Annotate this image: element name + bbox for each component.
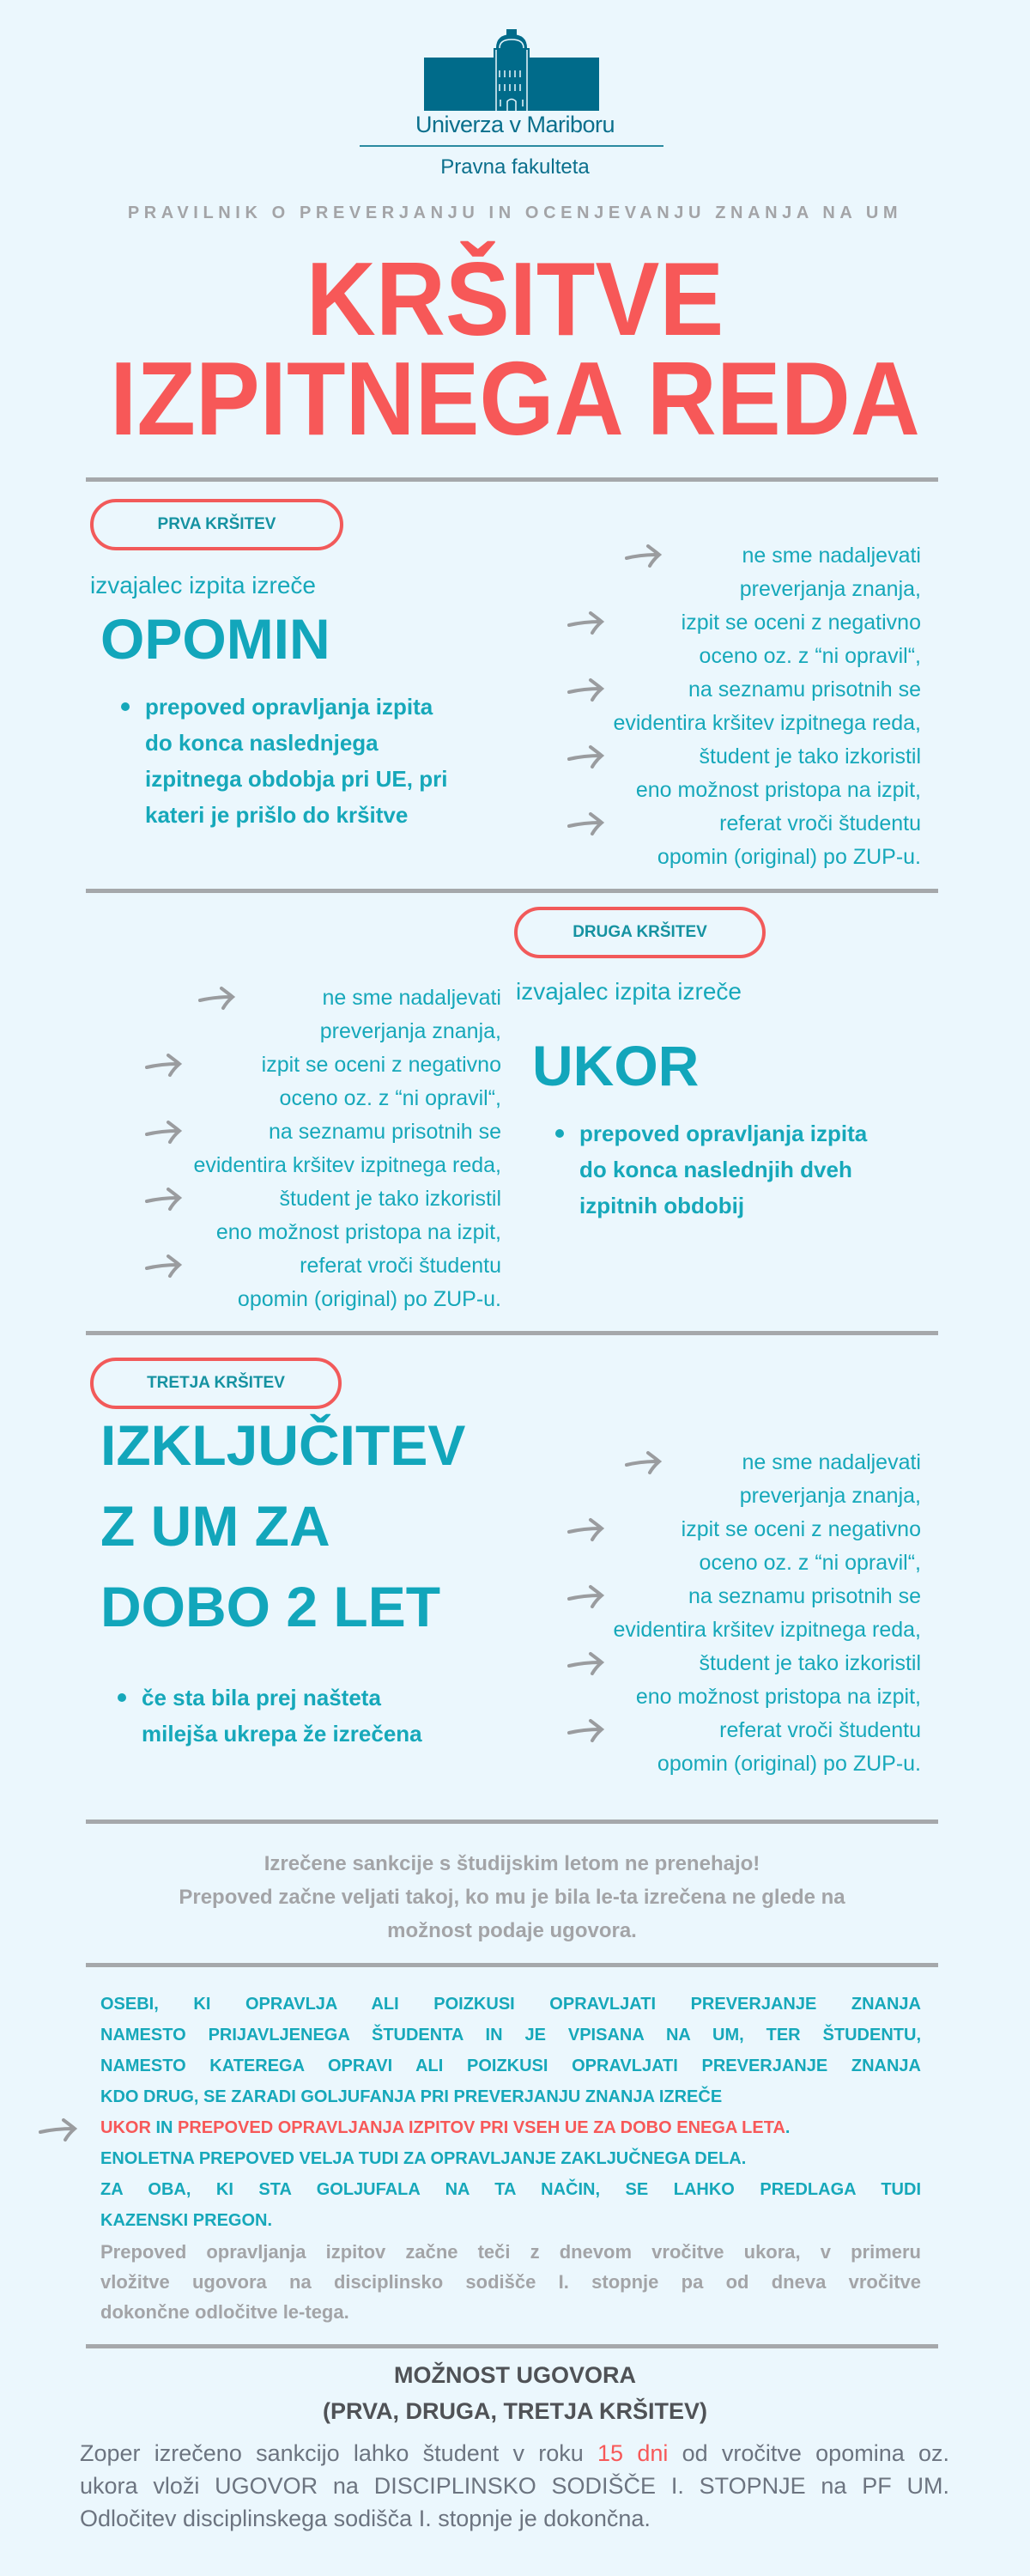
arrow-icon (566, 811, 606, 836)
consequences-list (509, 539, 921, 874)
faculty-name: Pravna fakulteta (440, 155, 590, 179)
consequence-line: referat vroči študentu (719, 1718, 921, 1742)
arrow-icon (144, 1186, 184, 1212)
badge-label: DRUGA KRŠITEV (573, 923, 707, 941)
consequence-line: ne sme nadaljevati (742, 544, 921, 568)
arrow-icon (624, 543, 663, 568)
consequence-line: preverjanja znanja, (739, 577, 921, 601)
divider (86, 2344, 938, 2348)
badge-first-violation (90, 499, 343, 550)
consequence-line: študent je tako izkoristil (699, 744, 921, 769)
divider (86, 1963, 938, 1967)
divider (86, 477, 938, 482)
title-line-2: IZPITNEGA REDA (110, 340, 920, 457)
consequence-line: evidentira kršitev izpitnega reda, (613, 1618, 921, 1642)
consequence-line: izpit se oceni z negativno (261, 1053, 501, 1077)
consequence-line: eno možnost pristopa na izpit, (635, 1685, 921, 1709)
bullet-item: prepoved opravljanja izpita do konca naslednjega izpitnega obdobja pri UE, pri kateri je prišlo do kršitve (121, 689, 447, 833)
consequence-line: izpit se oceni z negativno (681, 611, 921, 635)
bullet-list (118, 1680, 422, 1752)
sanctions-note: Izrečene sankcije s študijskim letom ne prenehajo! Prepoved začne veljati takoj, ko mu je bila le-ta izrečena ne glede na možnost podaje ugovora. (179, 1852, 845, 1942)
consequence-line: opomin (original) po ZUP-u. (237, 1287, 501, 1311)
consequence-line: študent je tako izkoristil (699, 1651, 921, 1675)
bullet-list (555, 1115, 867, 1224)
arrow-icon (566, 1516, 606, 1542)
consequence-line: preverjanja znanja, (319, 1019, 501, 1043)
sanction-title: UKOR (532, 1034, 700, 1097)
consequence-line: oceno oz. z “ni opravil“, (699, 644, 921, 668)
arrow-icon (566, 610, 606, 635)
university-name: Univerza v Mariboru (415, 112, 615, 137)
appeal-text: Zoper izrečeno sankcijo lahko študent v roku 15 dni od vročitve opomina oz. ukora vloži UGOVOR na DISCIPLINSKO SODIŠČE I. STOPNJE na PF UM. Odločitev disciplinskega sodišča I. stopnje je dokončna. (80, 2440, 950, 2531)
sanction-title: IZKLJUČITEV Z UM ZA DOBO 2 LET (100, 1413, 466, 1638)
bullet-item: prepoved opravljanja izpita do konca naslednjih dveh izpitnih obdobij (555, 1115, 867, 1224)
consequence-line: opomin (original) po ZUP-u. (657, 845, 921, 869)
consequence-line: eno možnost pristopa na izpit, (635, 778, 921, 802)
arrow-icon (144, 1052, 184, 1078)
impersonation-rules: OSEBI, KI OPRAVLJA ALI POIZKUSI OPRAVLJATI PREVERJANJE ZNANJA NAMESTO PRIJAVLJENEGA ŠTUDENTA IN JE VPISANA NA UM, TER ŠTUDENTU, NAMESTO KATEREGA OPRAVI ALI POIZKUSI OPRAVLJATI PREVERJANJE ZNANJA KDO DRUG, SE ZARADI GOLJUFANJA PRI PREVERJANJU ZNANJA IZREČE UKOR IN PREPOVED OPRAVLJANJA IZPITOV PRI VSEH UE ZA DOBO ENEGA LETA. ENOLETNA PREPOVED VELJA TUDI ZA OPRAVLJANJE ZAKLJUČNEGA DELA. ZA OBA, KI STA GOLJUFALA NA TA NAČIN, SE LAHKO PREDLAGA TUDI KAZENSKI PREGON. (100, 1995, 921, 2230)
consequence-line: evidentira kršitev izpitnega reda, (613, 711, 921, 735)
arrow-icon (566, 1583, 606, 1609)
badge-third-violation (90, 1358, 342, 1409)
consequence-line: evidentira kršitev izpitnega reda, (193, 1153, 501, 1177)
badge-label: PRVA KRŠITEV (157, 515, 276, 533)
consequence-line: preverjanja znanja, (739, 1484, 921, 1508)
divider (86, 1820, 938, 1824)
sanction-title: OPOMIN (100, 607, 330, 671)
appeal-heading: MOŽNOST UGOVORA (PRVA, DRUGA, TRETJA KRŠITEV) (322, 2362, 708, 2424)
bullet-dot-icon (555, 1129, 564, 1138)
arrow-icon (566, 677, 606, 702)
arrow-icon (144, 1119, 184, 1145)
bullet-dot-icon (118, 1693, 126, 1702)
consequences-list (89, 981, 501, 1316)
consequence-line: na seznamu prisotnih se (269, 1120, 501, 1144)
arrow-icon (197, 985, 237, 1011)
consequence-line: študent je tako izkoristil (279, 1187, 501, 1211)
page-title (0, 240, 1030, 457)
lead-text: izvajalec izpita izreče (516, 978, 742, 1005)
bullet-item: če sta bila prej našteta milejša ukrepa že izrečena (118, 1680, 422, 1752)
arrow-icon (566, 1650, 606, 1676)
consequence-line: oceno oz. z “ni opravil“, (699, 1551, 921, 1575)
divider (86, 1331, 938, 1335)
consequence-line: ne sme nadaljevati (742, 1450, 921, 1474)
deadline-highlight: 15 dni (597, 2440, 669, 2466)
university-logo (424, 29, 599, 112)
arrow-icon (624, 1449, 663, 1475)
consequence-line: opomin (original) po ZUP-u. (657, 1752, 921, 1776)
consequence-line: referat vroči študentu (300, 1254, 501, 1278)
consequence-line: izpit se oceni z negativno (681, 1517, 921, 1541)
title-line-1: KRŠITVE (306, 240, 724, 357)
bullet-list (121, 689, 447, 833)
consequence-line: ne sme nadaljevati (322, 986, 501, 1010)
header-rule (360, 145, 663, 147)
ban-start-note: Prepoved opravljanja izpitov začne teči z dnevom vročitve ukora, v primeru vložitve ugovora na disciplinsko sodišče I. stopnje pa od dneva vročitve dokončne odločitve le-tega. (100, 2241, 921, 2323)
lead-text: izvajalec izpita izreče (90, 572, 316, 598)
arrow-icon (144, 1253, 184, 1279)
bullet-dot-icon (121, 702, 130, 711)
consequence-line: na seznamu prisotnih se (688, 677, 921, 702)
badge-second-violation (514, 907, 766, 958)
arrow-icon (566, 744, 606, 769)
sanction-ukor: UKOR (100, 2118, 151, 2137)
consequence-line: eno možnost pristopa na izpit, (215, 1220, 501, 1244)
arrow-icon (38, 2117, 79, 2142)
divider (86, 889, 938, 893)
consequence-line: referat vroči študentu (719, 811, 921, 835)
consequences-list (509, 1446, 921, 1781)
arrow-icon (566, 1717, 606, 1743)
regulation-subtitle: PRAVILNIK O PREVERJANJU IN OCENJEVANJU ZNANJA NA UM (127, 204, 903, 222)
badge-label: TRETJA KRŠITEV (147, 1374, 285, 1392)
sanction-ban: PREPOVED OPRAVLJANJA IZPITOV PRI VSEH UE ZA DOBO ENEGA LETA (178, 2118, 785, 2137)
consequence-line: oceno oz. z “ni opravil“, (279, 1086, 501, 1110)
consequence-line: na seznamu prisotnih se (688, 1584, 921, 1608)
